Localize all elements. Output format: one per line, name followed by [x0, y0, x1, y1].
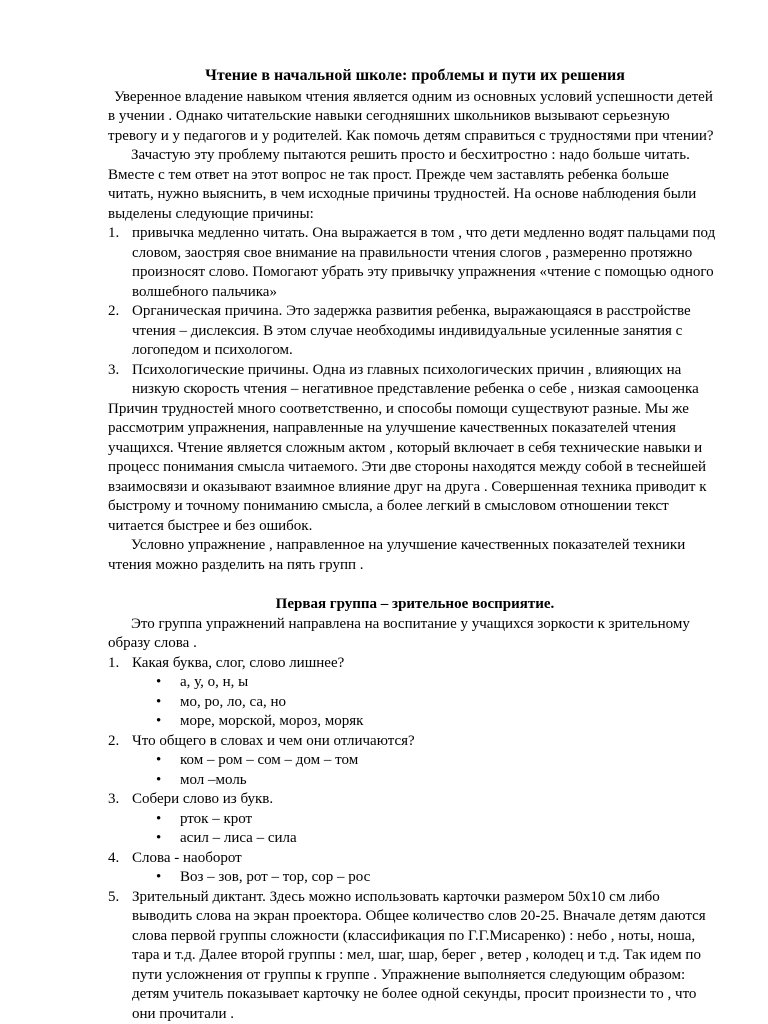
cause-text: Психологические причины. Одна из главных психологических причин , влияющих на низкую скорость чтения – негативное представление ребенка о себе , низкая самооценка	[132, 362, 699, 398]
bullet-icon: •	[156, 693, 161, 713]
document-content	[108, 66, 716, 1024]
bullet-icon: •	[156, 810, 161, 830]
bullet-item	[108, 712, 716, 732]
exercise-text: Что общего в словах и чем они отличаются?	[132, 733, 415, 749]
bullet-icon: •	[156, 868, 161, 888]
bullet-icon: •	[156, 771, 161, 791]
list-number: 5.	[108, 888, 119, 908]
exercises-list	[108, 849, 716, 869]
bullet-list	[108, 810, 716, 849]
bullet-text: море, морской, мороз, моряк	[180, 713, 363, 729]
bullet-list	[108, 751, 716, 790]
document-title: Чтение в начальной школе: проблемы и пути их решения	[108, 66, 716, 86]
bullet-icon: •	[156, 829, 161, 849]
cause-item	[108, 302, 716, 361]
exercises-list	[108, 790, 716, 810]
bullet-list	[108, 868, 716, 888]
exercise-item	[108, 654, 716, 674]
bullet-icon: •	[156, 712, 161, 732]
intro-paragraph-2: Зачастую эту проблему пытаются решить просто и бесхитростно : надо больше читать. Вместе с тем ответ на этот вопрос не так прост. Прежде чем заставлять ребенка больше читать, нужно выяснить, в чем исходные причины трудностей. На основе наблюдения были выделены следующие причины:	[108, 146, 716, 224]
exercise-text: Зрительный диктант. Здесь можно использовать карточки размером 50х10 см либо выводить слова на экран проектора. Общее количество слов 20-25. Вначале детям даются слова первой группы сложности (классификация по Г.Г.Мисаренко) : небо , ноты, ноша, тара и т.д. Далее второй группы : мел, шаг, шар, берег , ветер , колодец и т.д. Так идем по пути усложнения от группы к группе . Упражнение выполняется следующим образом: детям учитель показывает карточку не более одной секунды, просит произнести то , что они прочитали .	[132, 889, 706, 1022]
exercise-text: Слова - наоборот	[132, 850, 242, 866]
intro-paragraph-1: Уверенное владение навыком чтения является одним из основных условий успешности детей в учении . Однако читательские навыки сегодняшних школьников вызывают серьезную тревогу и у педагогов и у родителей. Как помочь детям справиться с трудностями при чтении?	[108, 88, 716, 147]
bullet-item	[108, 829, 716, 849]
body-paragraph: Причин трудностей много соответственно, и способы помощи существуют разные. Мы же рассмотрим упражнения, направленные на улучшение качественных показателей чтения учащихся. Чтение является сложным актом , который включает в себя технические навыки и процесс понимания смысла читаемого. Эти две стороны находятся между собой в теснейшей взаимосвязи и оказывают взаимное влияние друг на друга . Совершенная техника приводит к быстрому и точному пониманию смысла, а более легкий в смысловом отношении текст читается быстрее и без ошибок.	[108, 400, 716, 537]
bullet-text: асил – лиса – сила	[180, 830, 297, 846]
exercises-list	[108, 732, 716, 752]
exercises-list	[108, 654, 716, 674]
list-number: 2.	[108, 302, 119, 322]
list-number: 4.	[108, 849, 119, 869]
cause-text: Органическая причина. Это задержка развития ребенка, выражающаяся в расстройстве чтения – дислексия. В этом случае необходимы индивидуальные усиленные занятия с логопедом и психологом.	[132, 303, 691, 358]
bullet-text: а, у, о, н, ы	[180, 674, 248, 690]
bullet-item	[108, 810, 716, 830]
bullet-text: ком – ром – сом – дом – том	[180, 752, 358, 768]
exercise-text: Какая буква, слог, слово лишнее?	[132, 655, 344, 671]
bullet-icon: •	[156, 751, 161, 771]
bullet-text: Воз – зов, рот – тор, сор – рос	[180, 869, 370, 885]
exercise-item	[108, 732, 716, 752]
list-number: 1.	[108, 224, 119, 244]
bullet-text: рток – крот	[180, 811, 252, 827]
bullet-text: мол –моль	[180, 772, 247, 788]
section-heading: Первая группа – зрительное восприятие.	[108, 595, 716, 615]
cause-item	[108, 361, 716, 400]
exercise-item	[108, 849, 716, 869]
exercise-item	[108, 888, 716, 1024]
section-intro: Это группа упражнений направлена на воспитание у учащихся зоркости к зрительному образу слова .	[108, 615, 716, 654]
list-number: 3.	[108, 361, 119, 381]
bullet-list	[108, 673, 716, 732]
closing-paragraph: Условно упражнение , направленное на улучшение качественных показателей техники чтения можно разделить на пять групп .	[108, 536, 716, 575]
causes-list	[108, 224, 716, 400]
cause-item	[108, 224, 716, 302]
exercise-item	[108, 790, 716, 810]
bullet-icon: •	[156, 673, 161, 693]
bullet-item	[108, 868, 716, 888]
bullet-item	[108, 693, 716, 713]
bullet-item	[108, 751, 716, 771]
exercise-text: Собери слово из букв.	[132, 791, 273, 807]
list-number: 3.	[108, 790, 119, 810]
exercises-list	[108, 888, 716, 1024]
list-number: 1.	[108, 654, 119, 674]
bullet-text: мо, ро, ло, са, но	[180, 694, 286, 710]
bullet-item	[108, 673, 716, 693]
list-number: 2.	[108, 732, 119, 752]
bullet-item	[108, 771, 716, 791]
cause-text: привычка медленно читать. Она выражается в том , что дети медленно водят пальцами под словом, заостряя свое внимание на правильности чтения слогов , размеренно протяжно произносят слово. Помогают убрать эту привычку упражнения «чтение с помощью одного волшебного пальчика»	[132, 225, 715, 300]
